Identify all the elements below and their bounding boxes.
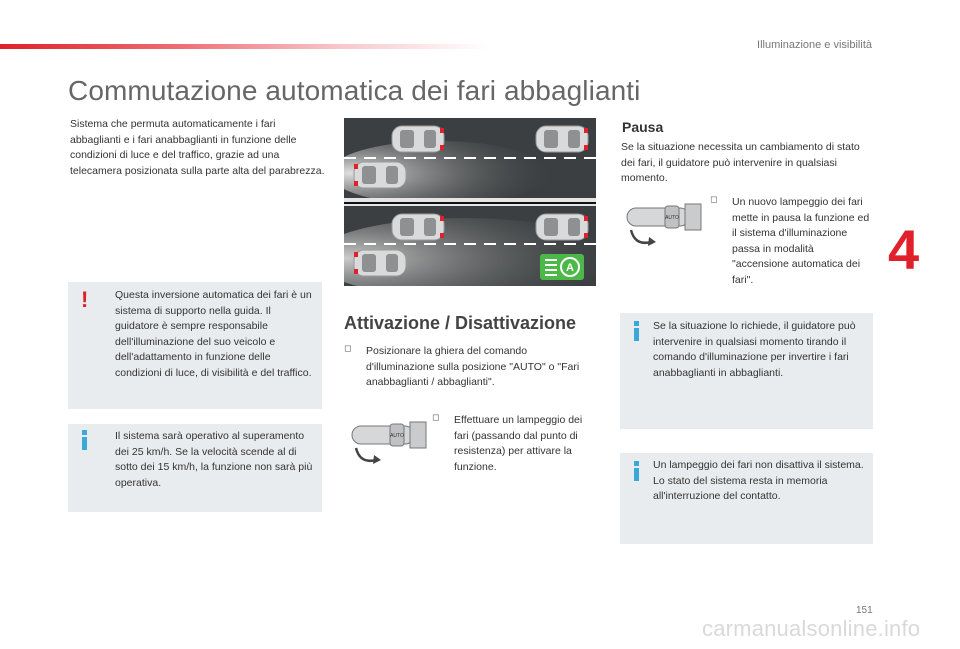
header-accent-bar — [0, 44, 490, 49]
pause-step-text: Un nuovo lampeggio dei fari mette in pausa la funzione ed il sistema d'illuminazione passa in modalità "accensione automatica dei fari". — [732, 196, 870, 286]
preceding-car-icon — [536, 214, 588, 240]
info-icon — [634, 461, 639, 481]
oncoming-car-icon — [392, 126, 444, 152]
activation-step-1-text: Posizionare la ghiera del comando d'illuminazione sulla posizione "AUTO" o "Fari anabbaglianti / abbaglianti". — [366, 345, 580, 388]
road-scene-svg — [344, 118, 596, 286]
info-memory-text: Un lampeggio dei fari non disattiva il sistema. Lo stato del sistema resta in memoria all'interruzione del contatto. — [653, 459, 864, 502]
pause-intro-text: Se la situazione necessita un cambiamento di stato dei fari, il guidatore può intervenire in qualsiasi momento. — [621, 141, 860, 184]
chapter-number: 4 — [888, 218, 920, 281]
warning-box — [68, 282, 322, 409]
light-stalk-icon — [350, 418, 430, 468]
info-icon — [634, 321, 639, 341]
intro-paragraph: Sistema che permuta automaticamente i fari abbaglianti e i fari anabbaglianti in funzione delle condizioni di luce e del traffico, grazie ad una telecamera posizionata sulla parte alta del parabrezza. — [70, 118, 325, 177]
road-illustration — [344, 118, 596, 286]
info-icon — [82, 430, 87, 450]
warning-text: Questa inversione automatica dei fari è un sistema di supporto nella guida. Il guidatore è sempre responsabile dell'illuminazione del suo veicolo e dell'adattamento in funzione delle condizioni di luce, di visibilità e del traffico. — [115, 289, 312, 379]
pause-heading: Pausa — [622, 119, 664, 135]
stalk-auto-label: AUTO — [390, 433, 404, 439]
step-marker-icon: ◻ — [432, 413, 440, 423]
activation-step-1 — [344, 344, 594, 392]
info-box-memory — [620, 453, 873, 544]
auto-high-beam-icon — [540, 254, 584, 280]
info-box-speed — [68, 424, 322, 512]
info-box-override — [620, 313, 873, 429]
page-number: 151 — [856, 605, 873, 616]
warning-exclamation-icon: ! — [81, 287, 89, 312]
pause-step — [710, 195, 870, 291]
activation-step-2-text: Effettuare un lampeggio dei fari (passando dal punto di resistenza) per attivare la funzione. — [454, 414, 583, 473]
page-title: Commutazione automatica dei fari abbaglianti — [68, 75, 641, 106]
own-car-icon — [354, 250, 406, 276]
light-stalk-icon — [625, 200, 705, 250]
watermark: carmanualsonline.info — [702, 616, 921, 641]
step-marker-icon: ◻ — [710, 195, 718, 205]
step-marker-icon: ◻ — [344, 344, 352, 354]
info-speed-text: Il sistema sarà operativo al superamento dei 25 km/h. Se la velocità scende al di sotto dei 15 km/h, la funzione non sarà più operativa. — [115, 430, 313, 489]
stalk-auto-label: AUTO — [665, 215, 679, 221]
oncoming-car-icon — [392, 214, 444, 240]
info-override-text: Se la situazione lo richiede, il guidatore può intervenire in qualsiasi momento tirando il comando d'illuminazione per invertire i fari anabbaglianti in abbaglianti. — [653, 320, 856, 379]
own-car-icon — [354, 162, 406, 188]
activation-step-2 — [432, 413, 592, 477]
preceding-car-icon — [536, 126, 588, 152]
activation-heading: Attivazione / Disattivazione — [344, 313, 577, 333]
section-title: Illuminazione e visibilità — [757, 39, 872, 51]
auto-badge-label: A — [566, 262, 574, 274]
